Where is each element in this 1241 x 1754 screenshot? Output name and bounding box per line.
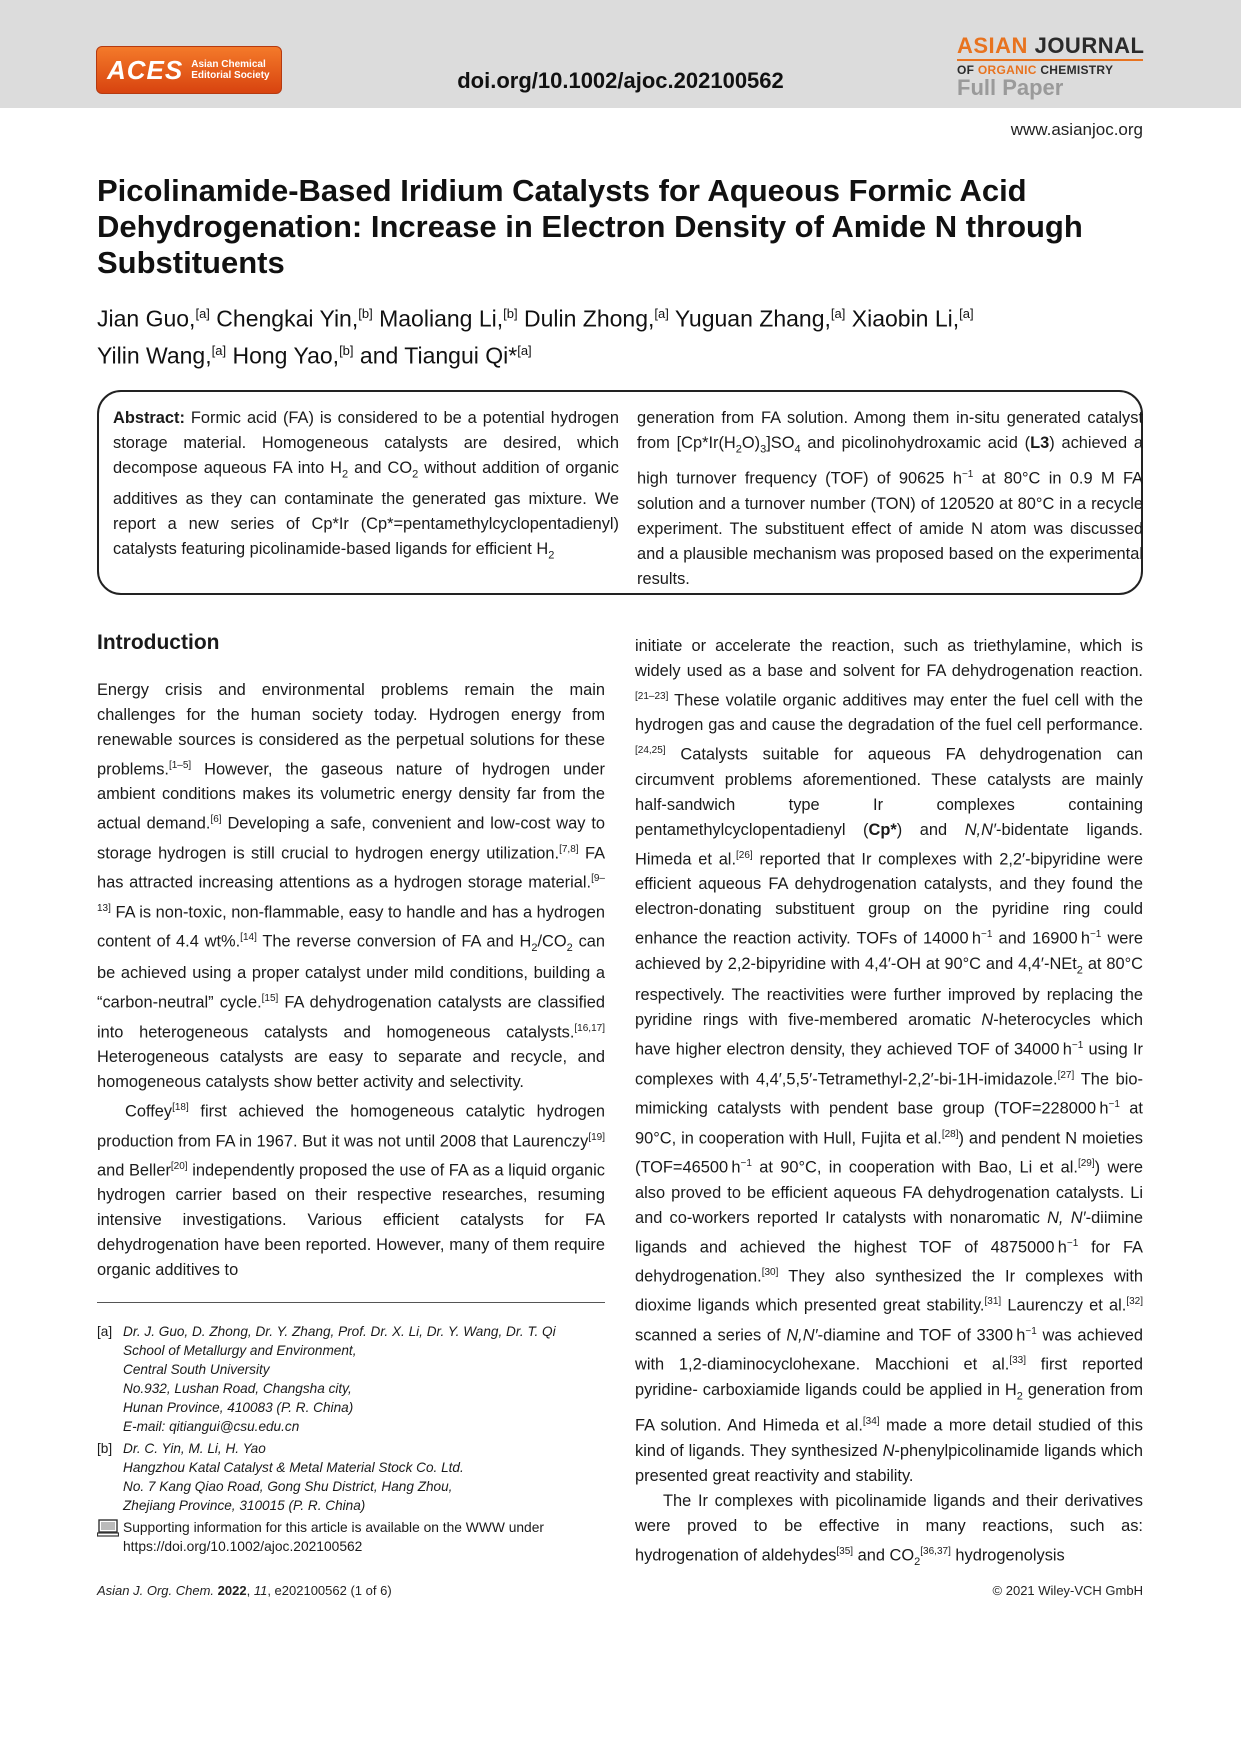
paragraph: Energy crisis and environmental problems remain the main challenges for the human society today. Hydrogen energy from renewable sources is considered as the perpetual solutions for these problems.[1–5] However, the gaseous nature of hydrogen under ambient conditions makes its volumetric energy density far from the actual demand.[6] Developing a safe, convenient and low-cost way to storage hydrogen is still crucial to hydrogen energy utilization.[7,8] FA has attracted increasing attentions as a hydrogen storage material.[9–13] FA is non-toxic, non-flammable, easy to handle and has a hydrogen content of 4.4 wt%.[14] The reverse conversion of FA and $H_2/CO_2$ can be achieved using a proper catalyst under mild conditions, building a “carbon-neutral” cycle.[15] FA dehydrogenation catalysts are classified into heterogeneous catalysts and homogeneous catalysts.[16,17] Heterogeneous catalysts are easy to separate and recycle, and homogeneous catalysts show better activity and selectivity. (97, 681, 606, 1092)
copyright: © 2021 Wiley-VCH GmbH (992, 1583, 1143, 1598)
paragraph: Coffey[18] first achieved the homogeneous catalytic hydrogen production from FA in 1967. But it was not until 2008 that Laurenczy[19] and Beller[20] independently proposed the use of FA as a liquid organic hydrogen carrier based on their respective researches, resuming intensive investigations. Various efficient catalysts for FA dehydrogenation have been reported. However, many of them require organic additives to (97, 1102, 605, 1280)
supporting-info-text[interactable]: Supporting information for this article is available on the WWW under https://doi.org/10.1002/ajoc.202100562 (123, 1520, 544, 1554)
paragraph: initiate or accelerate the reaction, such as triethylamine, which is widely used as a base and solvent for FA dehydrogenation reaction.[21–23] These volatile organic additives may enter the fuel cell with the hydrogen gas and cause the degradation of the fuel cell performance.[24,25] Catalysts suitable for aqueous FA dehydrogenation can circumvent problems aforementioned. These catalysts are mainly half-sandwich type Ir complexes containing pentamethylcyclopentadienyl (Cp*) and N,N′-bidentate ligands. Himeda et al.[26] reported that Ir complexes with 2,2′-bipyridine were efficient aqueous FA dehydrogenation catalysts, and they found the electron-donating substituent group on the pyridine ring could enhance the reaction activity. TOFs of 14000 $h^{-1}$ and 16900 $h^{-1}$ were achieved by 2,2-bipyridine with 4,4′-OH at 90°C and 4,4′-NEt$_2$ at 80°C respectively. The reactivities were further improved by replacing the pyridine rings with five-membered aromatic N-heterocycles which have higher electron density, they achieved TOF of 34000 $h^{-1}$ using Ir complexes with 4,4′,5,5′-Tetramethyl-2,2′-bi-1H-imidazole.[27] The bio-mimicking catalysts with pendent base group (TOF=228000 $h^{-1}$ at 90°C, in cooperation with Hull, Fujita et al.[28]) and pendent N moieties (TOF=46500 $h^{-1}$ at 90°C, in cooperation with Bao, Li et al.[29]) were also proved to be efficient aqueous FA dehydrogenation catalysts. Li and co-workers reported Ir catalysts with nonaromatic N, N′-diimine ligands and achieved the highest TOF of 4875000 $h^{-1}$ for FA dehydrogenation.[30] They also synthesized the Ir complexes with dioxime ligands which presented great stability.[31] Laurenczy et al.[32] scanned a series of N,N′-diamine and TOF of 3300 $h^{-1}$ was achieved with 1,2-diaminocyclohexane. Macchioni et al.[33] first reported pyridine- carboxiamide ligands could be applied in $H_2$ generation from FA solution. And Himeda et al.[34] made a more detail studied of this kind of ligands. They synthesized N-phenylpicolinamide ligands which presented great reactivity and stability. (635, 637, 1144, 1485)
author-name: Maoliang Li, (372, 305, 504, 332)
author-name: Yilin Wang, (97, 342, 212, 369)
computer-icon (97, 1519, 123, 1542)
abstract-text: Abstract: Formic acid (FA) is considered to be a potential hydrogen storage material. Homogeneous catalysts are desired, which decompose aqueous FA into $H_2$ and $CO_2$ without addition of organic additives as they can contaminate the generated gas mixture. We report a new series of Cp*Ir (Cp*=pentamethylcyclopentadienyl) catalysts featuring picolinamide-based ligands for efficient $H_2$ (113, 409, 619, 562)
author-name: Jian Guo, (97, 305, 196, 332)
supporting-info-note (97, 1518, 612, 1556)
author-name: and Tiangui Qi* (353, 342, 518, 369)
affiliation-b: [b] Dr. C. Yin, M. Li, H. Yao Hangzhou Katal Catalyst & Metal Material Stock Co. Ltd. No. 7 Kang Qiao Road, Gong Shu District, Hang Zhou, Zhejiang Province, 310015 (P. R. China) (97, 1441, 464, 1513)
journal-website[interactable]: www.asianjoc.org (1010, 120, 1143, 139)
author-name: Chengkai Yin, (209, 305, 359, 332)
author-name: Dulin Zhong, (517, 305, 655, 332)
journal-logo: ASIAN JOURNAL OF ORGANIC CHEMISTRY Full Paper (957, 34, 1147, 99)
footnote-divider (97, 1302, 605, 1303)
section-heading-introduction: Introduction (97, 631, 220, 654)
affiliation-a: [a] Dr. J. Guo, D. Zhong, Dr. Y. Zhang, Prof. Dr. X. Li, Dr. Y. Wang, Dr. T. Qi School of Metallurgy and Environment, Central South University No.932, Lushan Road, Changsha city, Hunan Province, 410083 (P. R. China) E-mail: qitiangui@csu.edu.cn (97, 1324, 556, 1434)
abstract-text-continued: generation from FA solution. Among them in-situ generated catalyst from $[Cp*Ir(H_2O)_3]SO_4$ and picolinohydroxamic acid (L3) achieved a high turnover frequency (TOF) of 90625 $h^{-1}$ at 80°C in 0.9 M FA solution and a turnover number (TON) of 120520 at 80°C in a recycle experiment. The substituent effect of amide N atom was discussed and a plausible mechanism was proposed based on the experimental results. (637, 409, 1143, 588)
author-name: Xiaobin Li, (845, 305, 960, 332)
body-right-column (635, 634, 1143, 1574)
citation-footer: Asian J. Org. Chem. 2022, 11, e202100562 (1 of 6) (97, 1583, 392, 1598)
body-left-column (97, 630, 605, 1283)
paragraph: The Ir complexes with picolinamide ligands and their derivatives were proved to be effective in many reactions, such as: hydrogenation of aldehydes[35] and $CO_2[36,37]$ hydrogenolysis (635, 1491, 1143, 1568)
aces-publisher-logo: ACES Asian Chemical Editorial Society (96, 46, 282, 94)
author-list: Jian Guo,[a] Chengkai Yin,[b] Maoliang Li,[b] Dulin Zhong,[a] Yuguan Zhang,[a] Xiaobin Li,[a] Yilin Wang,[a] Hong Yao,[b] and Tiangui Qi*[a] (97, 305, 974, 369)
article-title: Picolinamide-Based Iridium Catalysts for Aqueous Formic Acid Dehydrogenation: Increase in Electron Density of Amide N through Substituents (97, 173, 1083, 280)
author-name: Hong Yao, (226, 342, 340, 369)
article-type: Full Paper (957, 75, 1064, 100)
affiliations (97, 1322, 612, 1556)
doi-link[interactable]: doi.org/10.1002/ajoc.202100562 (457, 68, 784, 93)
author-name: Yuguan Zhang, (668, 305, 831, 332)
